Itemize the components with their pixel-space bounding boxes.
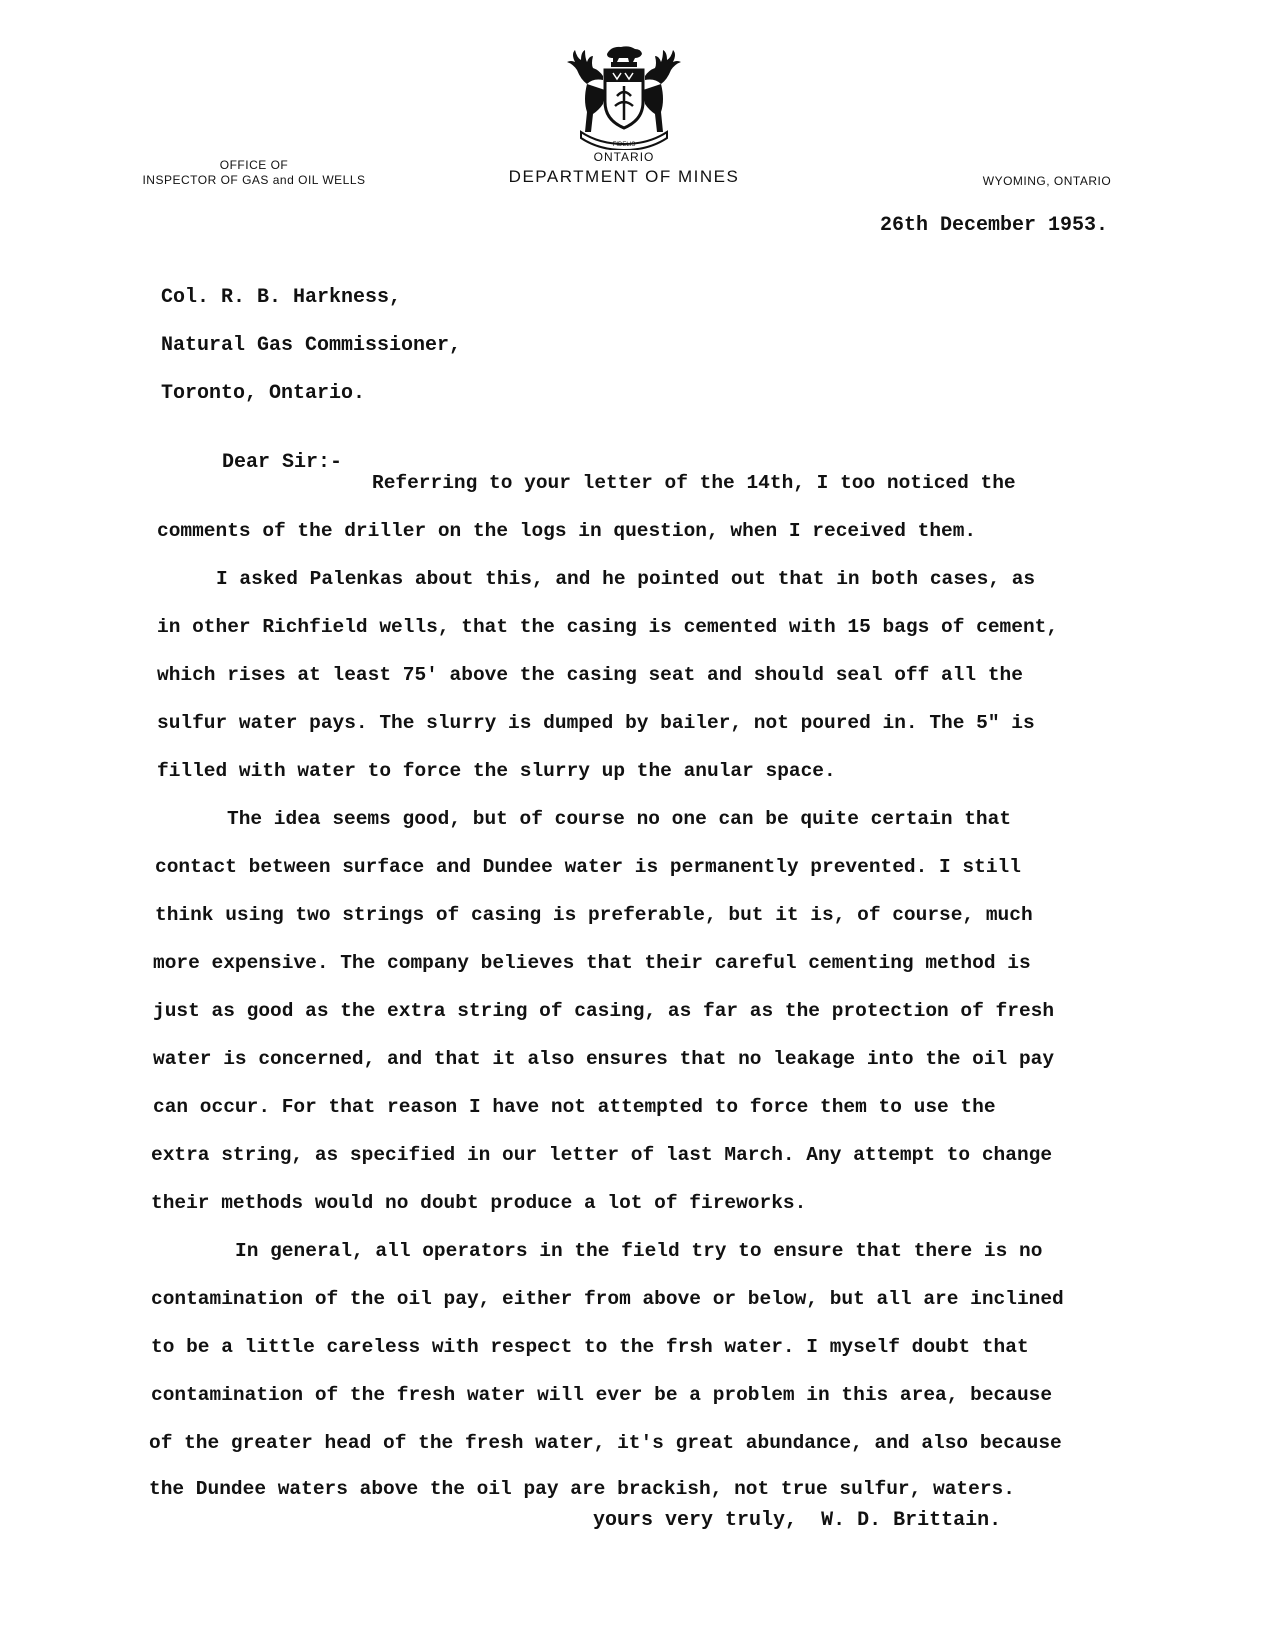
body-line: extra string, as specified in our letter of last March. Any attempt to change [151, 1144, 1053, 1166]
recipient-location: Toronto, Ontario. [161, 382, 366, 405]
body-line: can occur. For that reason I have not attempted to force them to use the [153, 1096, 996, 1118]
body-line: The idea seems good, but of course no one can be quite certain that [227, 808, 1012, 830]
recipient-title: Natural Gas Commissioner, [161, 334, 462, 357]
office-heading [124, 158, 384, 188]
body-line: contact between surface and Dundee water is permanently prevented. I still [155, 856, 1021, 878]
body-line: which rises at least 75' above the casing seat and should seal off all the [157, 664, 1023, 686]
body-line: more expensive. The company believes that their careful cementing method is [153, 952, 1031, 974]
province-name: ONTARIO [593, 150, 655, 164]
department-name: DEPARTMENT OF MINES [508, 167, 740, 186]
office-line-1: OFFICE OF [219, 158, 289, 172]
body-line: their methods would no doubt produce a lot of fireworks. [151, 1192, 807, 1214]
closing-block [593, 1509, 1001, 1532]
location-heading: WYOMING, ONTARIO [982, 174, 1112, 188]
letter-date: 26th December 1953. [880, 214, 1109, 237]
svg-text:FIDELIS: FIDELIS [612, 142, 636, 148]
body-line: to be a little careless with respect to the frsh water. I myself doubt that [151, 1336, 1029, 1358]
body-line: the Dundee waters above the oil pay are brackish, not true sulfur, waters. [149, 1478, 1015, 1500]
body-line: sulfur water pays. The slurry is dumped by bailer, not poured in. The 5" is [157, 712, 1035, 734]
body-line: water is concerned, and that it also ensures that no leakage into the oil pay [153, 1048, 1055, 1070]
body-line: of the greater head of the fresh water, it's great abundance, and also because [149, 1432, 1062, 1454]
department-heading [444, 150, 804, 189]
body-line: I asked Palenkas about this, and he pointed out that in both cases, as [216, 568, 1036, 590]
body-line: filled with water to force the slurry up the anular space. [157, 760, 836, 782]
body-line: in other Richfield wells, that the casing is cemented with 15 bags of cement, [157, 616, 1059, 638]
body-line: contamination of the oil pay, either from above or below, but all are inclined [151, 1288, 1064, 1310]
body-line: In general, all operators in the field try to ensure that there is no [235, 1240, 1043, 1262]
coat-of-arms-icon [563, 40, 685, 150]
body-line: Referring to your letter of the 14th, I too noticed the [372, 472, 1016, 494]
body-line: think using two strings of casing is preferable, but it is, of course, much [155, 904, 1033, 926]
body-line: contamination of the fresh water will ever be a problem in this area, because [151, 1384, 1053, 1406]
body-line: just as good as the extra string of casing, as far as the protection of fresh [153, 1000, 1055, 1022]
complimentary-close: yours very truly, [593, 1509, 798, 1532]
body-line: comments of the driller on the logs in question, when I received them. [157, 520, 977, 542]
recipient-name: Col. R. B. Harkness, [161, 286, 402, 309]
salutation: Dear Sir:- [222, 451, 343, 474]
office-line-2: INSPECTOR OF GAS and OIL WELLS [142, 173, 366, 187]
signature-name: W. D. Brittain. [821, 1509, 1002, 1532]
